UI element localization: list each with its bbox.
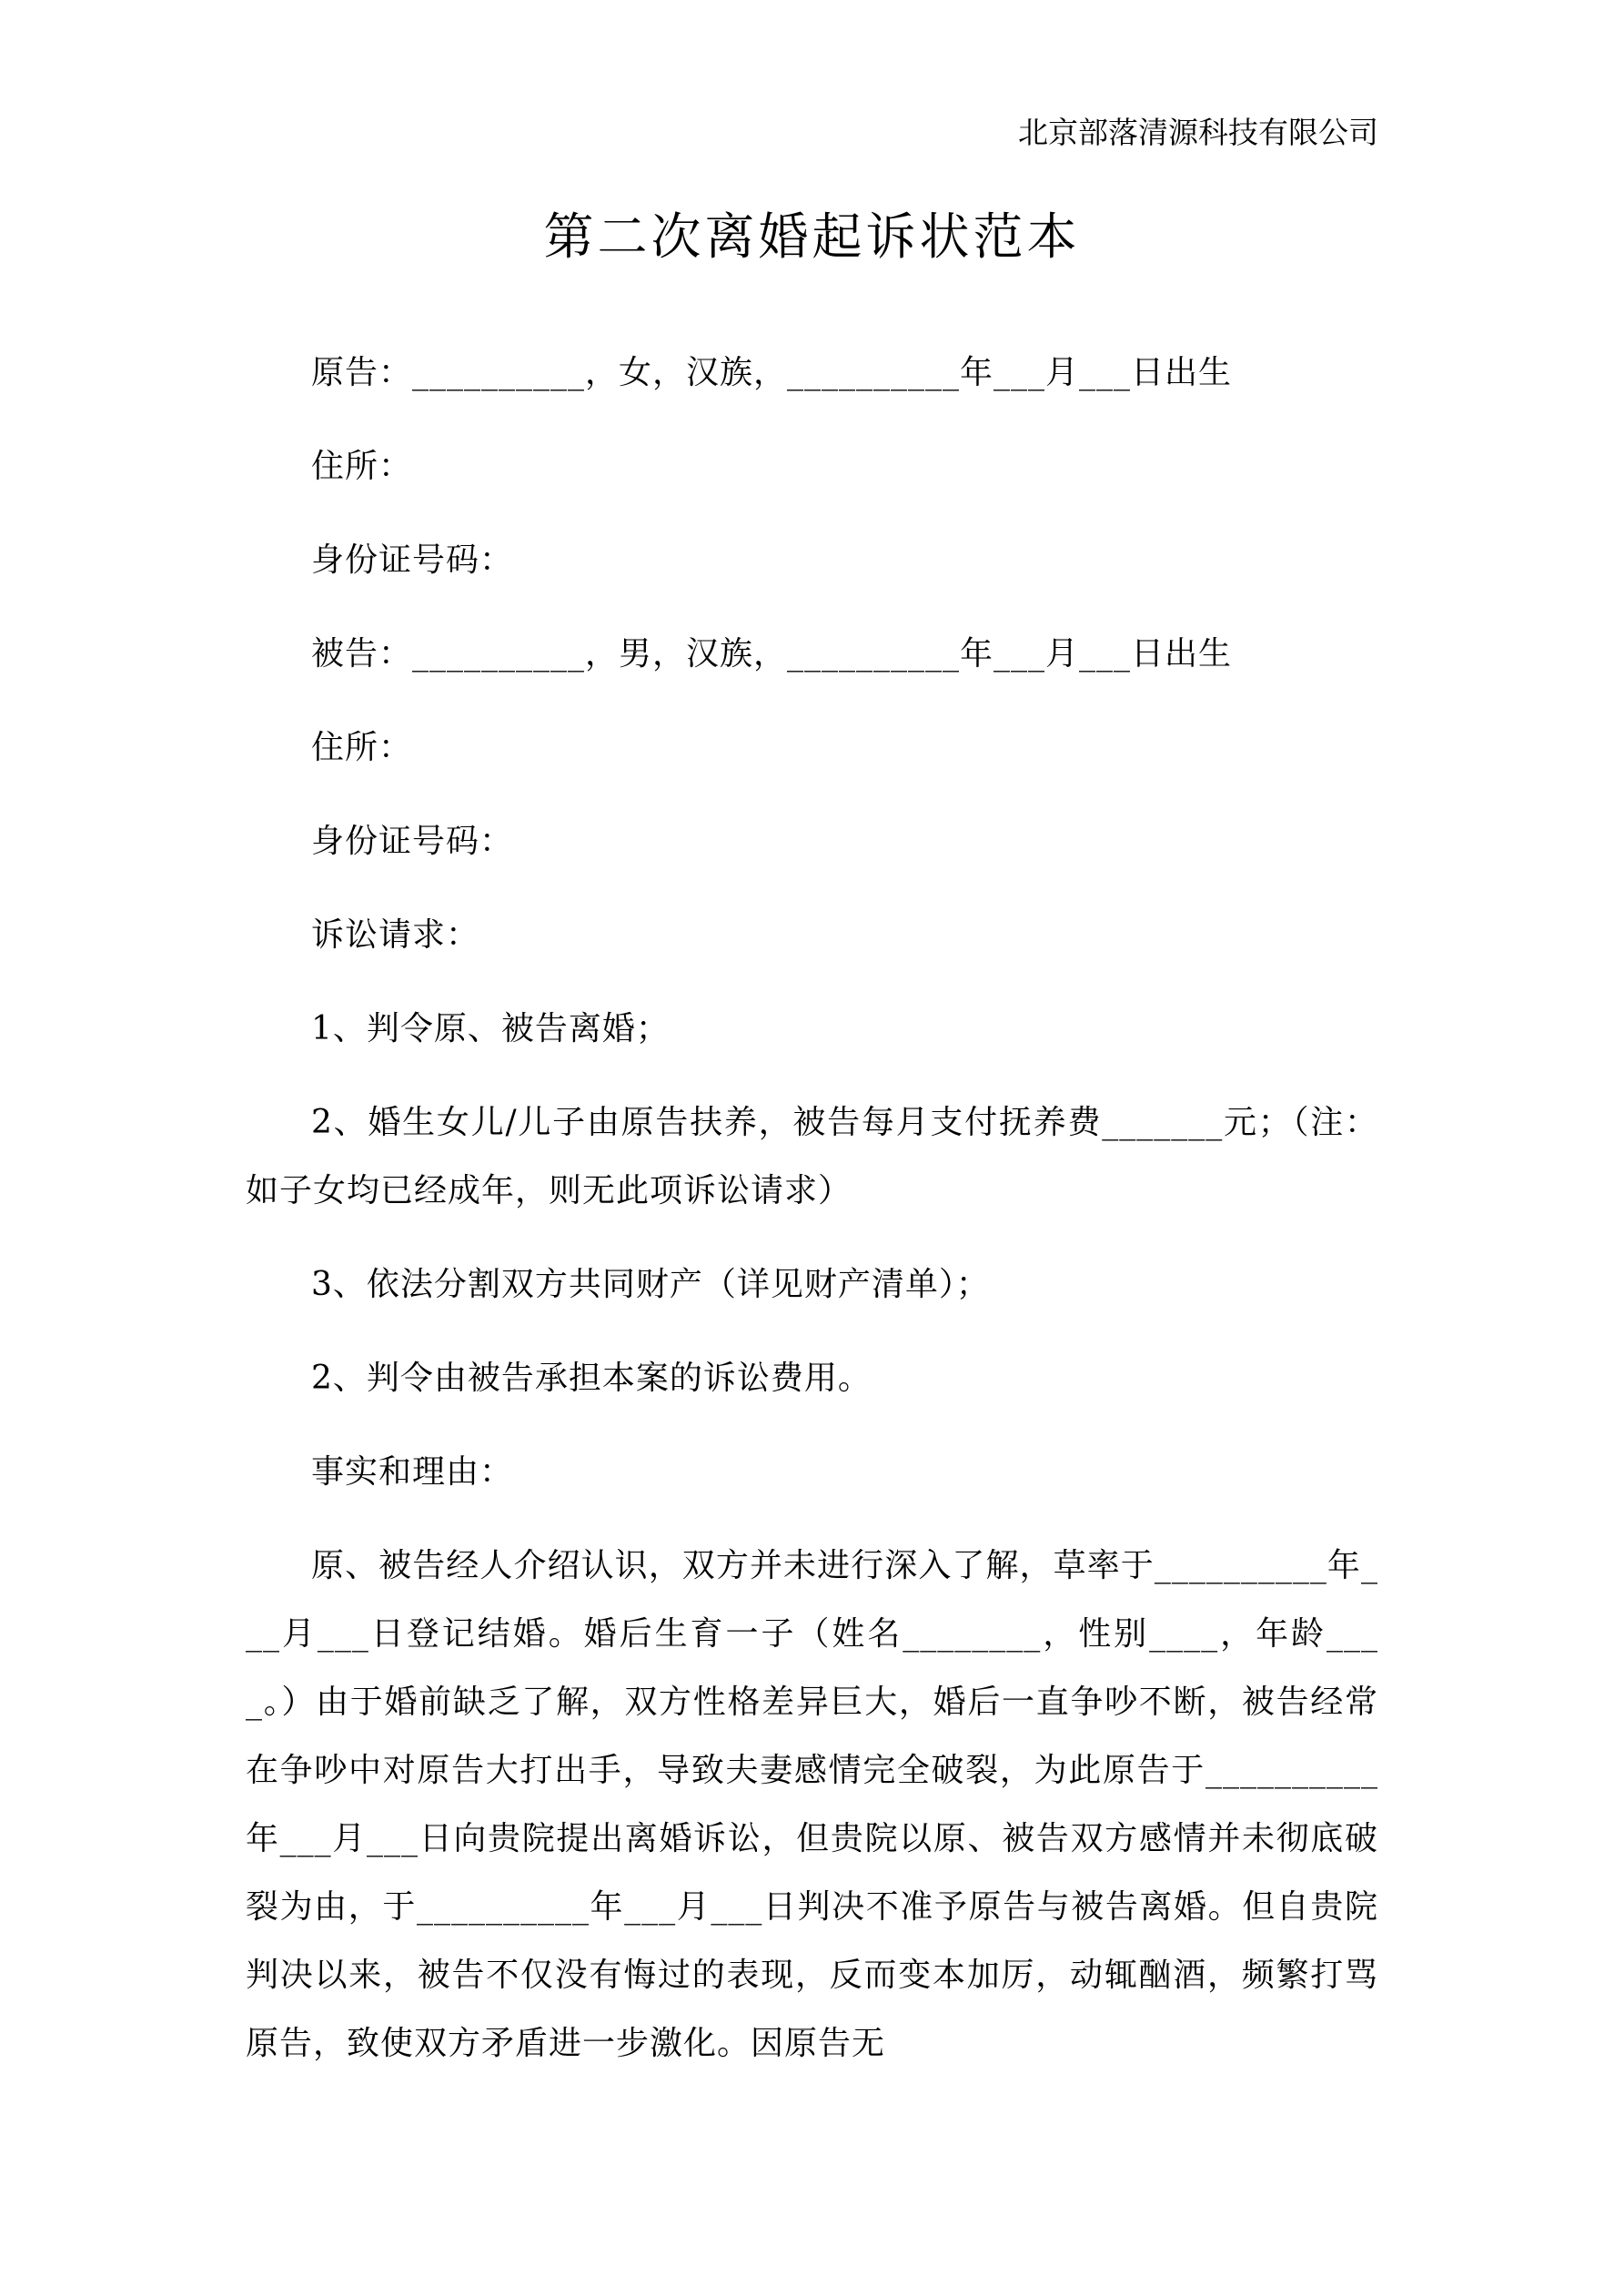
plaintiff-info-line: 原告：__________，女，汉族，__________年___月___日出生 bbox=[311, 354, 1233, 391]
document-body bbox=[246, 339, 1378, 2103]
plaintiff-address-line: 住所： bbox=[311, 448, 413, 485]
claim-item-2: 2、婚生女儿/儿子由原告扶养，被告每月支付抚养费_______元；（注：如子女均已经成年，则无此项诉讼请求） bbox=[246, 1104, 1378, 1209]
plaintiff-id-line: 身份证号码： bbox=[311, 541, 514, 579]
facts-heading: 事实和理由： bbox=[311, 1453, 514, 1491]
facts-paragraph: 原、被告经人介绍认识，双方并未进行深入了解，草率于__________年___月___日登记结婚。婚后生育一子（姓名________，性别____，年龄____。）由于婚前缺乏了解，双方性格差异巨大，婚后一直争吵不断，被告经常在争吵中对原告大打出手，导致夫妻感情完全破裂，为此原告于__________年___月___日向贵院提出离婚诉讼，但贵院以原、被告双方感情并未彻底破裂为由，于__________年___月___日判决不准予原告与被告离婚。但自贵院判决以来，被告不仅没有悔过的表现，反而变本加厉，动辄酗酒，频繁打骂原告，致使双方矛盾进一步激化。因原告无 bbox=[246, 1547, 1378, 2062]
defendant-id-line: 身份证号码： bbox=[311, 823, 514, 860]
defendant-info-line: 被告：__________，男，汉族，__________年___月___日出生 bbox=[311, 635, 1233, 673]
claims-heading: 诉讼请求： bbox=[311, 916, 480, 954]
defendant-address-line: 住所： bbox=[311, 729, 413, 766]
document-title: 第二次离婚起诉状范本 bbox=[543, 207, 1081, 266]
claim-item-1: 1、判令原、被告离婚； bbox=[311, 1010, 670, 1047]
claim-item-4: 2、判令由被告承担本案的诉讼费用。 bbox=[311, 1360, 872, 1397]
company-header: 北京部落清源科技有限公司 bbox=[1018, 115, 1378, 150]
claim-item-3: 3、依法分割双方共同财产（详见财产清单）； bbox=[311, 1266, 990, 1303]
